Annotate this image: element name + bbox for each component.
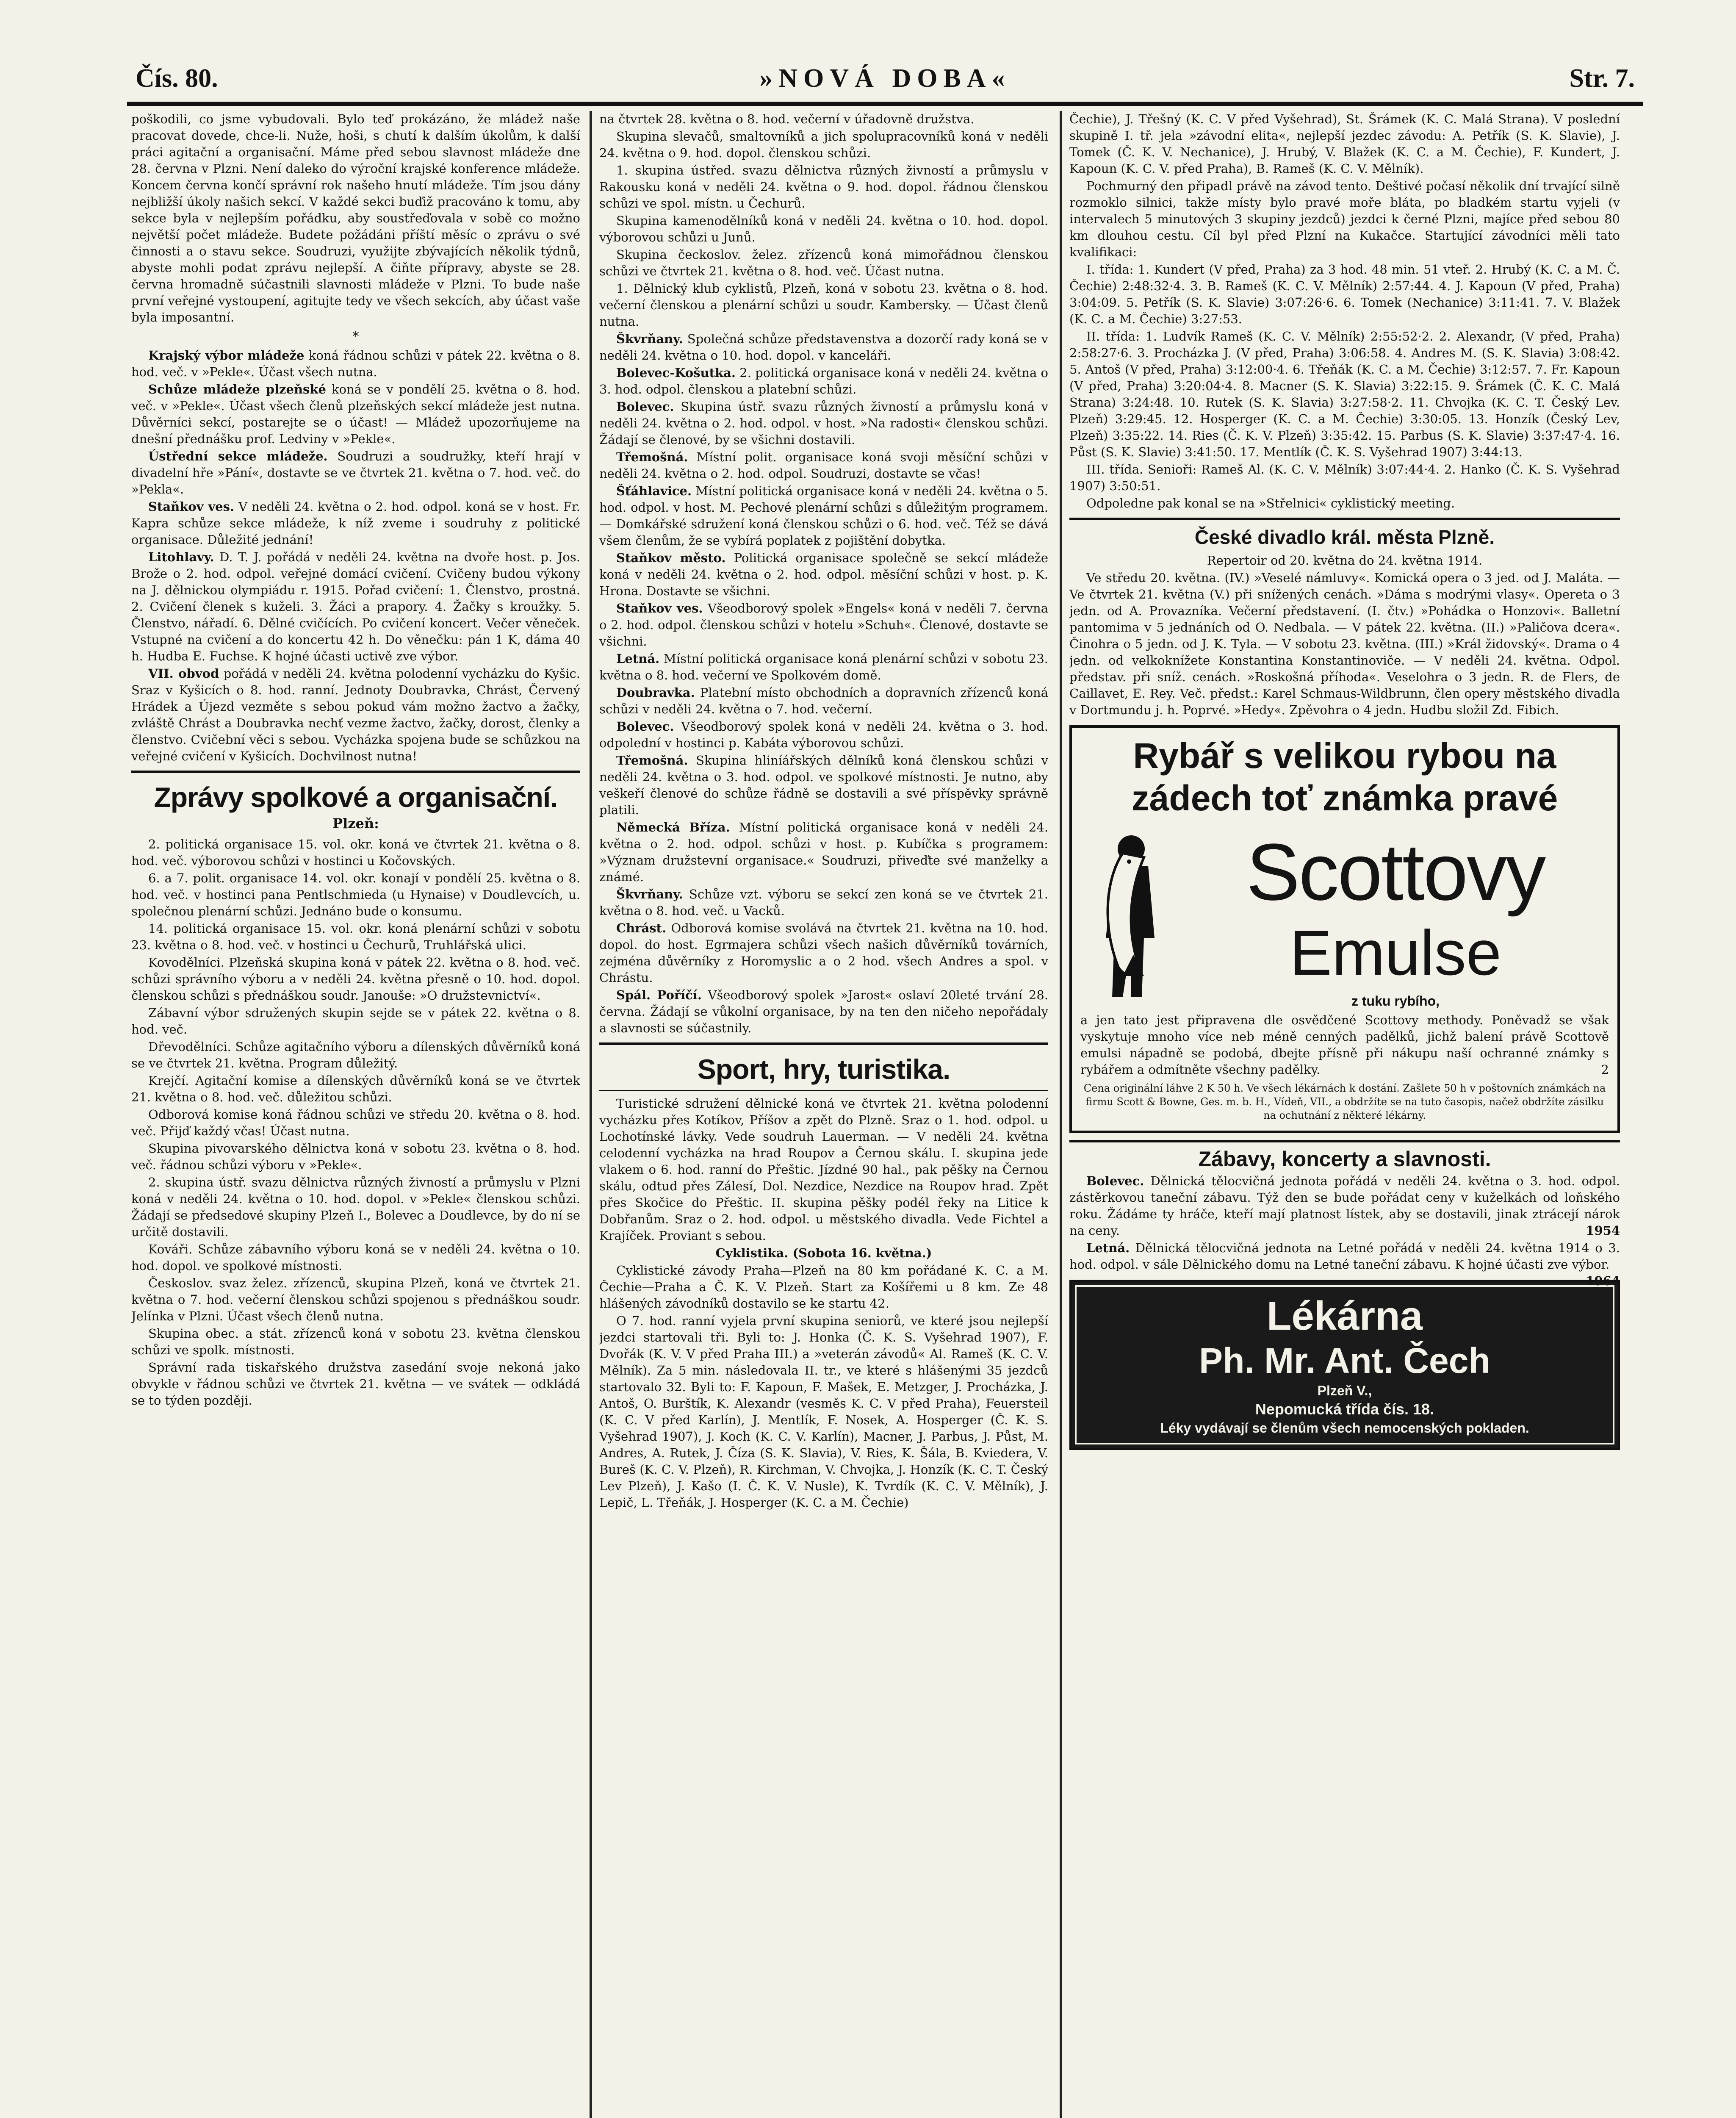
notice: Staňkov ves. V neděli 24. května o 2. hod. odpol. koná se v host. Fr. Kapra schůze sekce mládeže, k níž zveme i soudruhy z politické organisace. Důležité jednání! [131,499,580,547]
notice: Chrást. Odborová komise svolává na čtvrtek 21. května na 10. hod. dopol. do host. Egrmajera schůzi všech našich důvěrníků továrních, zejména důvěrníky z Horomyslic a o 2 hod. všech Andres a spol. v Chrástu. [599,921,1048,985]
org-notice: Českoslov. svaz želez. zřízenců, skupina Plzeň, koná ve čtvrtek 21. května o 7. hod. večerní členskou schůzi spojenou s přednáškou soudr. Jelínka v Plzni. Účast všech členů nutna. [131,1276,580,1323]
column-1 [131,111,580,2118]
notice-number: 1964 [1586,1274,1620,1288]
sport-notice: Pochmurný den připadl právě na závod tento. Deštivé počasí několik dní trvající silně rozmoklo silnici, takže místy bylo pravé moře bláta, po bladkém startu vyjeli (v intervalech 5 minutových 3 skupiny jezdců) jezdci k černé Plzni, majíce před sebou 80 km dlouhou cestu. Cíl byl před Plzní na Kukačce. Startující závodníci měli tato kvalifikaci: [1069,179,1620,259]
section-title-events: Zábavy, koncerty a slavnosti. [1069,1140,1620,1173]
section-title-sport: Sport, hry, turistika. [697,1053,950,1085]
notice: Letná. Místní politická organisace koná plenární schůzi v sobotu 23. května o 8. hod. večerní ve Spolkovém domě. [599,651,1048,682]
org-notice: 1. skupina ústřed. svazu dělnictva různých živností a průmyslu v Rakousku koná v neděli 24. května o 9. hod. dopol. řádnou členskou schůzi ve spol. místn. u Čechurů. [599,163,1048,211]
brand-product: Emulse [1289,917,1502,988]
notice-head: Schůze mládeže plzeňské [148,382,326,396]
notice-head: Chrást. [616,921,667,935]
org-notice: Skupina kamenodělníků koná v neděli 24. května o 10. hod. dopol. výborovou schůzi u Junů. [599,213,1048,244]
notice: Doubravka. Platební místo obchodních a dopravních zřízenců koná schůzi v neděli 24. května o 7. hod. večerní. [599,685,1048,716]
org-notice: Skupina pivovarského dělnictva koná v sobotu 23. května o 8. hod. več. řádnou schůzi výboru v »Pekle«. [131,1141,580,1172]
ad-copy: a jen tato jest připravena dle osvědčené Scottovy methody. Poněvadž se však vyskytuje mnoho více neb méně cenných padělků, jichž balení právě Scottově emulsi nápadně se podobá, dbejte přísně při nákupu naší ochranné známky s rybářem a odmítněte všechny padělky. 2 [1080,1012,1609,1078]
ad-number: 2 [1601,1062,1609,1077]
org-notice: Skupina slevačů, smaltovníků a jich spolupracovníků koná v neděli 24. května o 9. hod. dopol. členskou schůzi. [599,129,1048,160]
notice-head: Bolevec. [616,399,674,414]
race-results: III. třída. Senioři: Rameš Al. (K. C. V. Mělník) 3:07:44·4. 2. Hanko (Č. K. S. Vyšehrad 1907) 3:50:51. [1069,462,1620,493]
org-notice: Skupina obec. a stát. zřízenců koná v sobotu 23. května členskou schůzi ve spolk. místnosti. [131,1326,580,1357]
theatre-subtitle: Repertoir od 20. května do 24. května 1914. [1207,553,1483,568]
notice-head: Německá Bříza. [616,820,730,834]
notice-head: Staňkov ves. [616,601,703,615]
org-notice: Odborová komise koná řádnou schůzi ve středu 20. května o 8. hod. več. Přijď každý včas! Účast nutna. [131,1107,580,1138]
ad-brand [1182,828,1609,1009]
pharmacy-note: Léky vydávají se členům všech nemocenských pokladen. [1160,1420,1529,1436]
notice-head: Škvrňany. [616,887,683,901]
notice-head: Doubravka. [616,685,695,700]
section-divider [599,1042,1048,1045]
theatre-repertoire: Ve středu 20. května. (IV.) »Veselé námluvy«. Komická opera o 3 jed. od J. Maláta. — Ve čtvrtek 21. května (V.) při snížených cenách. »Dáma s modrými vlasy«. Opereta o 3 jedn. od A. Provazníka. Večerní představení. (I. čtv.) »Pohádka o Honzovi«. Balletní pantomima v 5 jednáních od O. Nedbala. — V pátek 22. května. (II.) »Paličova dcera«. Činohra o 5 jedn. od J. K. Tyla. — V sobotu 23. května. (III.) »Král židovský«. Drama o 4 jedn. od velkoknížete Konstantina Konstantinoviče. — V neděli 24. května. Odpol. představ. při sníž. cenách. »Roskošná příhoda«. Veselohra o 3 jedn. R. de Flers, de Caillavet, E. Rey. Več. předst.: Karel Schmaus-Wildbrunn, člen opery městského divadla v Dortmundu j. h. Poprvé. »Hedy«. Zpěvohra o 4 jedn. Hudbu složil Zd. Fibich. [1069,571,1620,717]
fisherman-with-fish-icon [1080,828,1182,1006]
sport-notice: O 7. hod. ranní vyjela první skupina seniorů, ve které jsou nejlepší jezdci startovali tři. Byli to: J. Honka (Č. K. S. Vyšehrad 1907), F. Dvořák (K. V. V před Praha III.) a »veterán závodů« Al. Rameš (K. C. V. Mělník). Za 5 min. následovala II. tr., ve které s hlášenými 35 jezdců startovalo 32. Byli to: F. Kapoun, F. Mašek, E. Metzger, J. Procházka, J. Antoš, O. Burštík, K. Alexandr (vesměs K. C. V před Praha), Feuersteil (K. C. V před Karlín), J. Mentlík, F. Nosek, A. Hosperger (Č. K. S. Vyšehrad 1907), J. Koch (K. C. V. Karlín), Macner, J. Parbus, J. Půst, M. Andres, A. Rutek, J. Číza (S. K. Slavia), V. Ries, K. Šála, B. Kviedera, V. Bureš (K. C. V. Plzeň), R. Kirchman, V. Chvojka, J. Honzík (K. C. T. Český Lev Plzeň), J. Kašo (I. Č. K. V. Nusle), K. Tvrdík (K. C. V. Mělník), J. Lepič, L. Třeňák, J. Hosperger (K. C. a M. Čechie) [599,1314,1048,1510]
page-header [127,55,1643,106]
org-notice: Krejčí. Agitační komise a dílenských důvěrníků koná se ve čtvrtek 21. května o 8. hod. več. důležitou schůzi. [131,1073,580,1104]
page-number: Str. 7. [1569,64,1635,93]
notice: Litohlavy. D. T. J. pořádá v neděli 24. května na dvoře host. p. Jos. Brože o 2. hod. odpol. veřejné domácí cvičení. Cvičeny budou výkony na J. dělnickou olympiádu r. 1915. Pořad cvičení: 1. Členstvo, prostná. 2. Cvičení členek s kuželi. 3. Žáci a prapory. 4. Žačky s kroužky. 5. Členstvo, nářadí. 6. Dělné cvičících. Po cvičení koncert. Večer věneček. Vstupné na cvičení a do koncertu 42 h. Do věnečku: pán 1 K, dáma 40 h. Hudba E. Fuchse. K hojné účasti uctivě zve výbor. [131,550,580,663]
org-notice: na čtvrtek 28. května o 8. hod. večerní v úřadovně družstva. [599,112,975,126]
org-notice: 2. skupina ústř. svazu dělnictva různých živností a průmyslu v Plzni koná v neděli 24. května o 10. hod. dopol. v »Pekle« členskou schůzi. Žádají se předsedové skupiny Plzeň I., Bolevec a Doudlevce, by do ní se určitě dostavili. [131,1175,580,1239]
separator-star: * [352,329,359,344]
brand-tagline: z tuku rybího, [1351,993,1440,1009]
org-notice: 2. politická organisace 15. vol. okr. koná ve čtvrtek 21. května o 8. hod. več. výborovou schůzi v hostinci u Kočovských. [131,837,580,868]
notice: Škvrňany. Společná schůze představenstva a dozorčí rady koná se v neděli 24. května o 10. hod. dopol. v kanceláři. [599,332,1048,363]
event-notice: Letná. Dělnická tělocvičná jednota na Letné pořádá v neděli 24. května 1914 o 3. hod. odpol. v sále Dělnického domu na Letné taneční zábavu. K hojné účasti zve výbor. 1964 [1069,1240,1620,1273]
notice-head: Letná. [616,651,660,666]
notice-head: Bolevec-Košutka. [616,366,736,380]
org-notice: Kováři. Schůze zábavního výboru koná se v neděli 24. května o 10. hod. dopol. ve spolkové místnosti. [131,1242,580,1273]
org-notice: Skupina čeckoslov. želez. zřízenců koná mimořádnou členskou schůzi ve čtvrtek 21. května o 8. hod. več. Účast nutna. [599,247,1048,278]
masthead-title: »NOVÁ DOBA« [759,64,1011,93]
notice-head: Ústřední sekce mládeže. [148,449,328,463]
notice: Bolevec-Košutka. 2. politická organisace koná v neděli 24. května o 3. hod. odpol. členskou a platební schůzi. [599,366,1048,396]
brand-name: Scottovy [1246,827,1545,917]
org-notice: Správní rada tiskařského družstva zasedání svoje nekoná jako obvykle v řádnou schůzi ve čtvrtek 21. května — ve svátek — odkládá se to týden později. [131,1360,580,1408]
issue-number: Čís. 80. [136,64,218,93]
org-notice: 6. a 7. polit. organisace 14. vol. okr. konají v pondělí 25. května o 8. hod. več. v hostinci pana Pentlschmieda (u Hynaise) v Doudlevcích, u. společnou plenární schůzi. Jednáno bude o konsumu. [131,871,580,918]
column-rule [1060,111,1062,2118]
section-divider [599,1090,1048,1091]
notice: Německá Bříza. Místní politická organisace koná v neděli 24. května o 2. hod. odpol. schůzi v host. p. Kubíčka s programem: »Význam družstevní organisace.« Soudruzi, přiveďte své manželky a známé. [599,820,1048,884]
notice: VII. obvod pořádá v neděli 24. května polodenní vycházku do Kyšic. Sraz v Kyšicích o 8. hod. ranní. Jednoty Doubravka, Chrást, Červený Hrádek a Újezd vezměte s sebou pokud vám možno žactvo a žačky, zvláště Chrást a Doubravka nechť vezme žactvo, žačky, dorost, členky a členstvo. Cvičební věci s sebou. Vycházka spojena bude se schůzkou na veřejné cvičení v Kyšicích. Dochvilnost nutna! [131,666,580,763]
notice: Třemošná. Skupina hliníářských dělníků koná členskou schůzi v neděli 24. května o 3. hod. odpol. ve spolkové místnosti. Je nutno, aby veškeří členové do schůze řádně se dostavili a své příspěvky správně platili. [599,753,1048,817]
column-rule [590,111,592,2118]
pharmacy-city: Plzeň V., [1317,1383,1372,1398]
notice: Spál. Poříčí. Všeodborový spolek »Jarost« oslaví 20leté trvání 28. června. Žádají se vůkolní organisace, by na ten den ničeho nepořádaly a slavnosti se súčastnily. [599,988,1048,1035]
notice: Bolevec. Všeodborový spolek koná v neděli 24. května o 3. hod. odpolední v hostinci p. Kabáta výborovou schůzi. [599,719,1048,750]
notice-head: Letná. [1086,1241,1130,1255]
scott-emulsion-ad [1069,725,1620,1133]
cycling-head: Cyklistika. (Sobota 16. května.) [715,1246,932,1260]
notice: Staňkov ves. Všeodborový spolek »Engels« koná v neděli 7. června o 2. hod. odpol. členskou schůzi v hotelu »Schuh«. Členové, dostavte se všichni. [599,601,1048,649]
notice: Ústřední sekce mládeže. Soudruzi a soudružky, kteří hrají v divadelní hře »Pání«, dostavte se ve čtvrtek 21. května o 7. hod. več. do »Pekla«. [131,449,580,496]
notice-head: Škvrňany. [616,332,683,346]
sport-notice: Čechie), J. Třešný (K. C. V před Vyšehrad), St. Šrámek (K. C. Malá Strana). V poslední skupině I. tř. jela »závodní elita«, nejlepší jezdec závodu: A. Petřík (S. K. Slavie), J. Tomek (Č. K. V. Nechanice), J. Hrubý, V. Blažek (K. C. a M. Čechie), F. Kundert, J. Kapoun (K. C. V. před Praha), B. Rameš (K. C. V. Mělník). [1069,112,1620,176]
org-notice: 14. politická organisace 15. vol. okr. koná plenární schůzi v sobotu 23. května o 8. hod. več. v hostinci u Čechurů, Truhlářská ulici. [131,921,580,952]
notice-head: Třemošná. [616,450,688,464]
pharmacy-ad [1069,1280,1620,1450]
notice-head: VII. obvod [148,666,219,681]
section-subtitle-plzen: Plzeň: [332,815,379,832]
section-title-associations: Zprávy spolkové a organisační. [154,782,558,813]
notice-head: Bolevec. [1086,1174,1144,1188]
pharmacy-owner: Ph. Mr. Ant. Čech [1199,1341,1490,1381]
pharmacy-address: Nepomucká třída čís. 18. [1255,1400,1434,1418]
org-notice: Zábavní výbor sdružených skupin sejde se v pátek 22. května o 8. hod. več. [131,1006,580,1037]
org-notice: Dřevodělníci. Schůze agitačního výboru a dílenských důvěrníků koná se ve čtvrtek 21. května. Program důležitý. [131,1040,580,1070]
notice-head: Třemošná. [616,753,688,768]
org-notice: Kovodělníci. Plzeňská skupina koná v pátek 22. května o 8. hod. več. schůzi správního výboru a v neděli 24. května přesně o 10. hod. dopol. členskou schůzi s přednáškou soudr. Janouše: »O družstevnictví«. [131,955,580,1003]
org-notice: 1. Dělnický klub cyklistů, Plzeň, koná v sobotu 23. května o 8. hod. večerní členskou a plenární schůzi u soudr. Kambersky. — Účast členů nutna. [599,281,1048,329]
notice: Krajský výbor mládeže koná řádnou schůzi v pátek 22. května o 8. hod. več. v »Pekle«. Účast všech nutna. [131,348,580,379]
ad-headline: Rybář s velikou rybou na zádech toť známka pravé [1131,736,1558,818]
notice-head: Šťáhlavice. [616,484,692,498]
pharmacy-title: Lékárna [1266,1293,1423,1339]
ad-body [1080,828,1609,1009]
race-results: II. třída: 1. Ludvík Rameš (K. C. V. Mělník) 2:55:52·2. 2. Alexandr, (V před, Praha) 2:58:27·6. 3. Procházka J. (V před, Praha) 3:06:58. 4. Andres M. (S. K. Slavia) 3:08:42. 5. Antoš (V před, Praha) 3:12:00·4. 6. Třeňák (K. C. a M. Čechie) 3:12:57. 7. Fr. Kapoun (V před, Praha) 3:20:04·4. 8. Macner (S. K. Slavia) 3:22:15. 9. Šrámek (Č. K. C. Malá Strana) 3:24:48. 10. Rutek (S. K. Slavia) 3:27:58·2. 11. Chvojka (K. C. T. Český Lev. Plzeň) 3:29:45. 12. Hosperger (K. C. a M. Čechie) 3:30:05. 13. Honzík (Český Lev, Plzeň) 3:35:22. 14. Ries (Č. K. V. Plzeň) 3:35:42. 15. Parbus (S. K. Slavie) 3:37:47·4. 16. Půst (S. K. Slavie) 3:41:50. 17. Mentlík (Č. K. S. Vyšehrad 1907) 3:44:13. [1069,329,1620,459]
theatre-title: České divadlo král. města Plzně. [1194,526,1495,548]
notice-head: Staňkov město. [616,551,726,565]
notice: Staňkov město. Politická organisace společně se sekcí mládeže koná v neděli 24. května o 2. hod. odpol. měsíční schůzi v host. p. K. Hrona. Dostavte se všichni. [599,551,1048,598]
notice: Škvrňany. Schůze vzt. výboru se sekcí zen koná se ve čtvrtek 21. května o 8. hod. več. u Vacků. [599,887,1048,918]
notice: Šťáhlavice. Místní politická organisace koná v neděli 24. května o 5. hod. odpol. v host. M. Pechové plenární schůzi s důležitým programem. — Domkářské sdružení koná členskou schůzi o 6. hod. več. Též se dává všem členům, že se vybírá poplatek z pojištění dobytka. [599,484,1048,548]
notice-number: 1954 [1586,1223,1620,1238]
ad-fineprint: Cena originální láhve 2 K 50 h. Ve všech lékárnách k dostání. Zašlete 50 h v poštovních známkách na firmu Scott & Bowne, Ges. m. b. H., Vídeň, VII., a obdržíte se na tuto časopis, načež obdržíte zásilku na ochutnání z některé lékárny. [1083,1082,1606,1121]
notice: Schůze mládeže plzeňské koná se v pondělí 25. května o 8. hod. več. v »Pekle«. Účast všech členů plzeňských sekcí mládeže jest nutna. Důvěrníci sekcí, postarejte se o účast! — Mládež upozorňujeme na dnešní přednášku prof. Ledviny v »Pekle«. [131,382,580,446]
sport-notice: Cyklistické závody Praha—Plzeň na 80 km pořádané K. C. a M. Čechie—Praha a Č. K. V. Plzeň. Start za Košířemi u 8 km. Ze 48 hlášených závodníků dostavilo se ke startu 42. [599,1263,1048,1311]
column-3 [1069,111,1620,2118]
notice: Bolevec. Skupina ústř. svazu různých živností a průmyslu koná v neděli 24. května o 2. hod. odpol. v host. »Na radosti« členskou schůzi. Žádají se členové, by se všichni dostavili. [599,399,1048,447]
notice: Třemošná. Místní polit. organisace koná svoji měsíční schůzi v neděli 24. května o 2. hod. odpol. Soudruzi, dostavte se včas! [599,450,1048,481]
section-divider [1069,518,1620,520]
notice-head: Krajský výbor mládeže [148,348,305,363]
notice-head: Staňkov ves. [148,499,235,514]
race-results: I. třída: 1. Kundert (V před, Praha) za 3 hod. 48 min. 51 vteř. 2. Hrubý (K. C. a M. Č. Čechie) 2:48:32·4. 3. B. Rameš (K. C. V. Mělník) 2:57:44. 4. J. Kapoun (V před, Praha) 3:04:09. 5. Petřík (S. K. Slavie) 3:07:26·6. 6. Tomek (Nechanice) 3:11:41. 7. V. Blažek (K. C. a M. Čechie) 3:27:53. [1069,262,1620,326]
event-notice: Bolevec. Dělnická tělocvičná jednota pořádá v neděli 24. května o 3. hod. odpol. zástěrkovou taneční zábavu. Týž den se bude pořádat ceny v kuželkách od loňského roku. Žádáme ty hráče, kteří mají platnost lístek, aby se dostavili, jinak ztrácejí nárok na ceny. 1954 [1069,1173,1620,1239]
notice-head: Spál. Poříčí. [616,988,702,1002]
section-divider [131,771,580,773]
sport-notice: Odpoledne pak konal se na »Střelnici« cyklistický meeting. [1086,496,1455,510]
sport-notice: Turistické sdružení dělnické koná ve čtvrtek 21. května polodenní vycházku přes Kotíkov, Příšov a zpět do Plzně. Sraz o 1. hod. odpol. u Lochotínské lávky. Vede soudruh Lauerman. — V neděli 24. května celodenní vycházka na hrad Roupov a Černou skálu. I. skupina jede vlakem o 6. hod. ranní do Přeštic. Jízdné 90 hal., pak pěšky na Černou skálu, odtud přes Zálesí, Dol. Nezdice, Nezdice na Roupov hrad. Zpět přes Skočice do Přeštic. II. skupina pěšky podél řeky na Litice k Dobřanům. Sraz o 2. hod. odpol. u městského divadla. Vede Fichtel a Krajíček. Proviant s sebou. [599,1096,1048,1243]
column-2 [599,111,1048,2118]
notice-head: Litohlavy. [148,550,214,564]
youth-article: poškodili, co jsme vybudovali. Bylo teď prokázáno, že mládež naše pracovat dovede, chce-li. Nuže, hoši, s chutí k dalším úkolům, k další práci agitační a organisační. Máme před sebou slavnost mládeže dne 28. června v Plzni. Není daleko do výroční krajské konference mládeže. Koncem června končí správní rok našeho hnutí mládeže. Tím jsou dány nejbližší úkoly našich sekcí. V každé sekci buďiž pracováno k tomu, aby sekce byla v nejlepším pořádku, aby soustřeďovala v sobě co možno největší počet mládeže. Budete požádáni příští měsíc o zprávu o své činnosti a o stavu sekce. Soudruzi, využijte zbývajících několik týdnů, abyste mohli podat zprávu nejlepší. A čiňte přípravy, abyste se 28. června hromadně súčastnili slavnosti mládeže v Plzni. To bude naše první veřejné vystoupení, agitujte tedy ve všech sekcích, aby účast vaše byla imposantní. [131,112,580,324]
notice-head: Bolevec. [616,719,674,734]
